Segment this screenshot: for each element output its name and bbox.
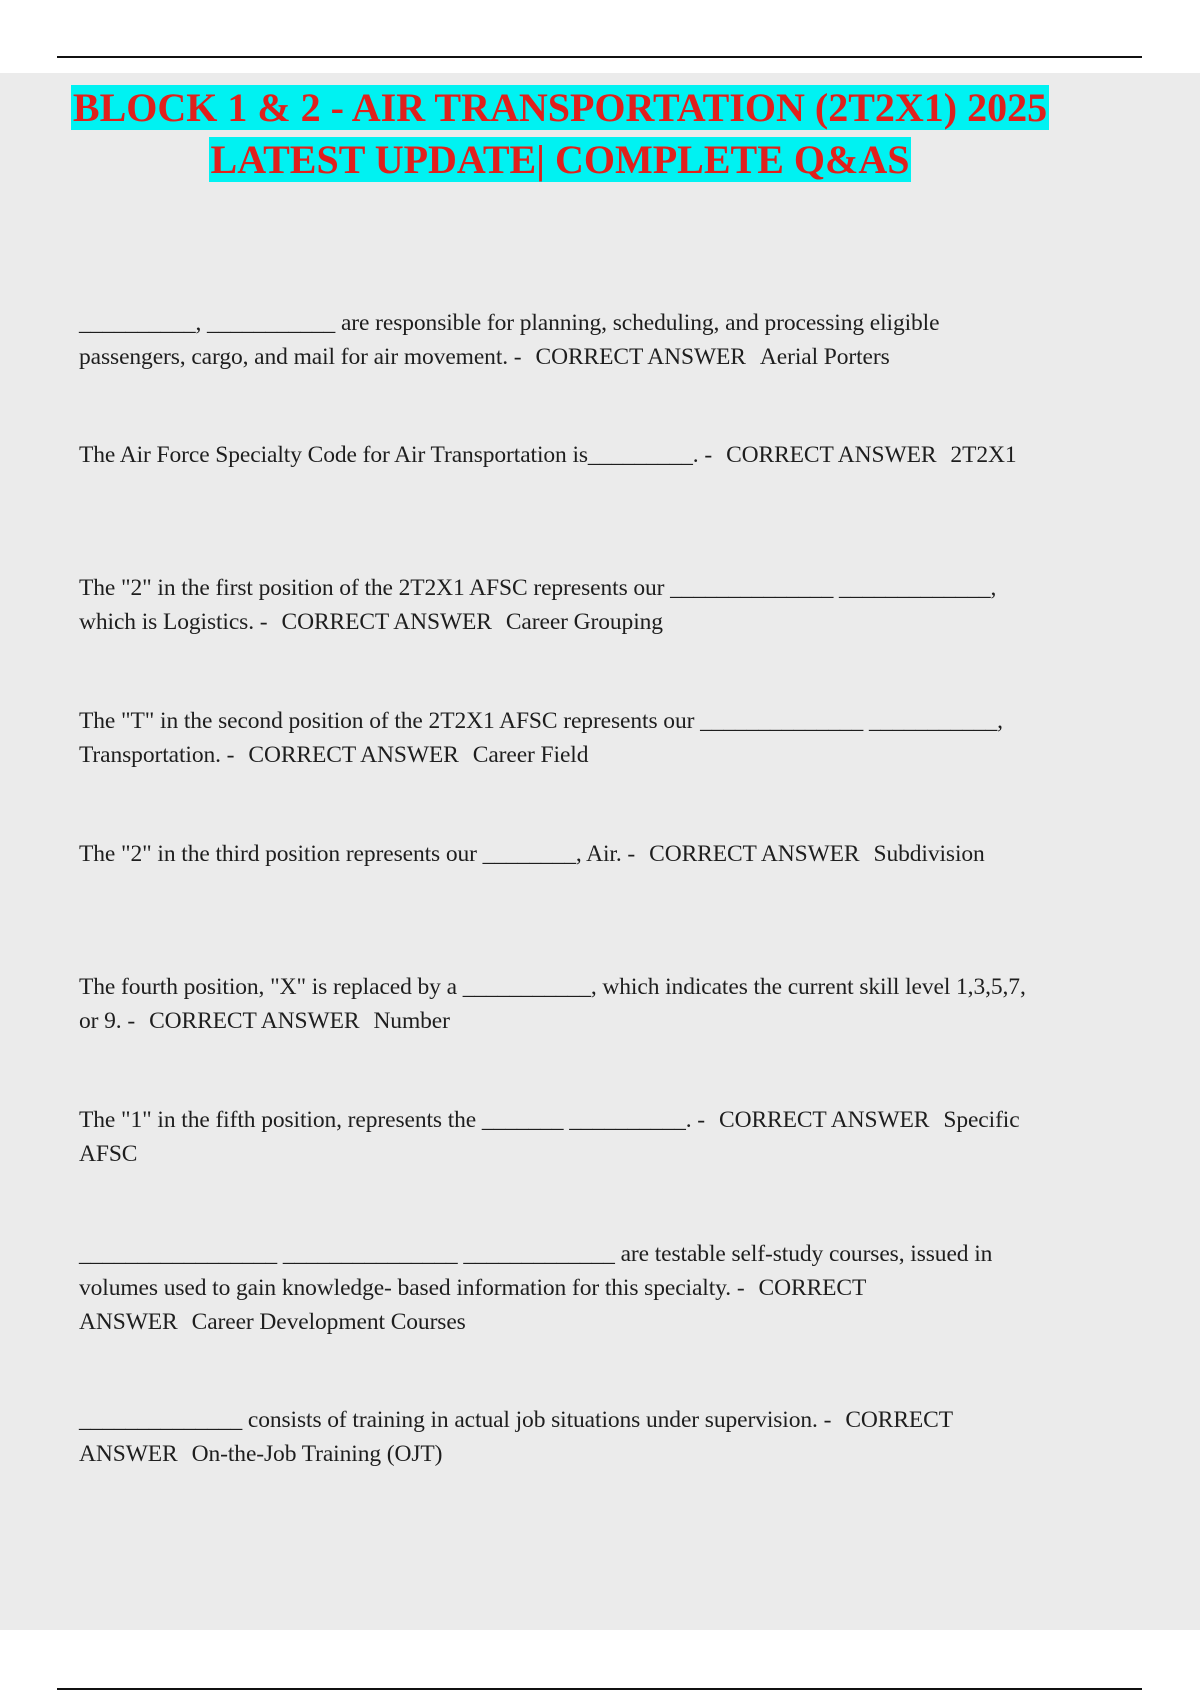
question-text: ______________ consists of training in actual job situations under supervision. - — [79, 1407, 832, 1433]
answer-text: Specific AFSC — [79, 1107, 1020, 1167]
question-text: The fourth position, "X" is replaced by a ___________, which indicates the current skill level 1,3,5,7, or 9. - — [79, 974, 1026, 1034]
top-rule — [57, 56, 1142, 58]
answer-label: CORRECT ANSWER — [149, 1008, 360, 1034]
answer-label: CORRECT ANSWER — [248, 742, 459, 768]
answer-text: Number — [373, 1008, 450, 1034]
qa-item-9 — [79, 1403, 1039, 1471]
title-line-2: LATEST UPDATE| COMPLETE Q&AS — [210, 137, 910, 182]
title-line-1: BLOCK 1 & 2 - AIR TRANSPORTATION (2T2X1) 2025 — [72, 85, 1048, 130]
answer-label: CORRECT ANSWER — [535, 344, 746, 370]
answer-text: 2T2X1 — [950, 442, 1017, 468]
answer-text: Career Development Courses — [191, 1309, 466, 1335]
qa-item-7 — [79, 1103, 1039, 1171]
answer-text: On-the-Job Training (OJT) — [191, 1441, 443, 1467]
qa-item-5 — [79, 837, 1039, 871]
qa-item-1 — [79, 306, 1039, 374]
question-text: The "2" in the first position of the 2T2X1 AFSC represents our ______________ _____________, which is Logistics. - — [79, 575, 997, 635]
question-text: The Air Force Specialty Code for Air Transportation is_________. - — [79, 442, 713, 468]
question-text: __________, ___________ are responsible for planning, scheduling, and processing eligible passengers, cargo, and mail for air movement. - — [79, 310, 940, 370]
document-title — [40, 82, 1080, 186]
answer-label: CORRECT ANSWER — [79, 1407, 953, 1467]
question-text: The "T" in the second position of the 2T2X1 AFSC represents our ______________ ___________, Transportation. - — [79, 708, 1003, 768]
bottom-rule — [57, 1688, 1142, 1690]
answer-text: Career Field — [472, 742, 589, 768]
question-text: _________________ _______________ _____________ are testable self-study courses, issued in volumes used to gain knowledge- based information for this specialty. - — [79, 1241, 993, 1301]
qa-item-2 — [79, 438, 1039, 472]
qa-item-3 — [79, 571, 1039, 639]
answer-label: CORRECT ANSWER — [726, 442, 937, 468]
answer-text: Aerial Porters — [759, 344, 890, 370]
question-text: The "1" in the fifth position, represents the _______ __________. - — [79, 1107, 705, 1133]
answer-label: CORRECT ANSWER — [649, 841, 860, 867]
answer-label: CORRECT ANSWER — [281, 609, 492, 635]
answer-text: Career Grouping — [505, 609, 663, 635]
qa-item-4 — [79, 704, 1039, 772]
question-text: The "2" in the third position represents our ________, Air. - — [79, 841, 636, 867]
answer-text: Subdivision — [873, 841, 985, 867]
qa-item-8 — [79, 1237, 1039, 1339]
qa-item-6 — [79, 970, 1039, 1038]
answer-label: CORRECT ANSWER — [719, 1107, 930, 1133]
answer-label: CORRECT ANSWER — [79, 1275, 866, 1335]
